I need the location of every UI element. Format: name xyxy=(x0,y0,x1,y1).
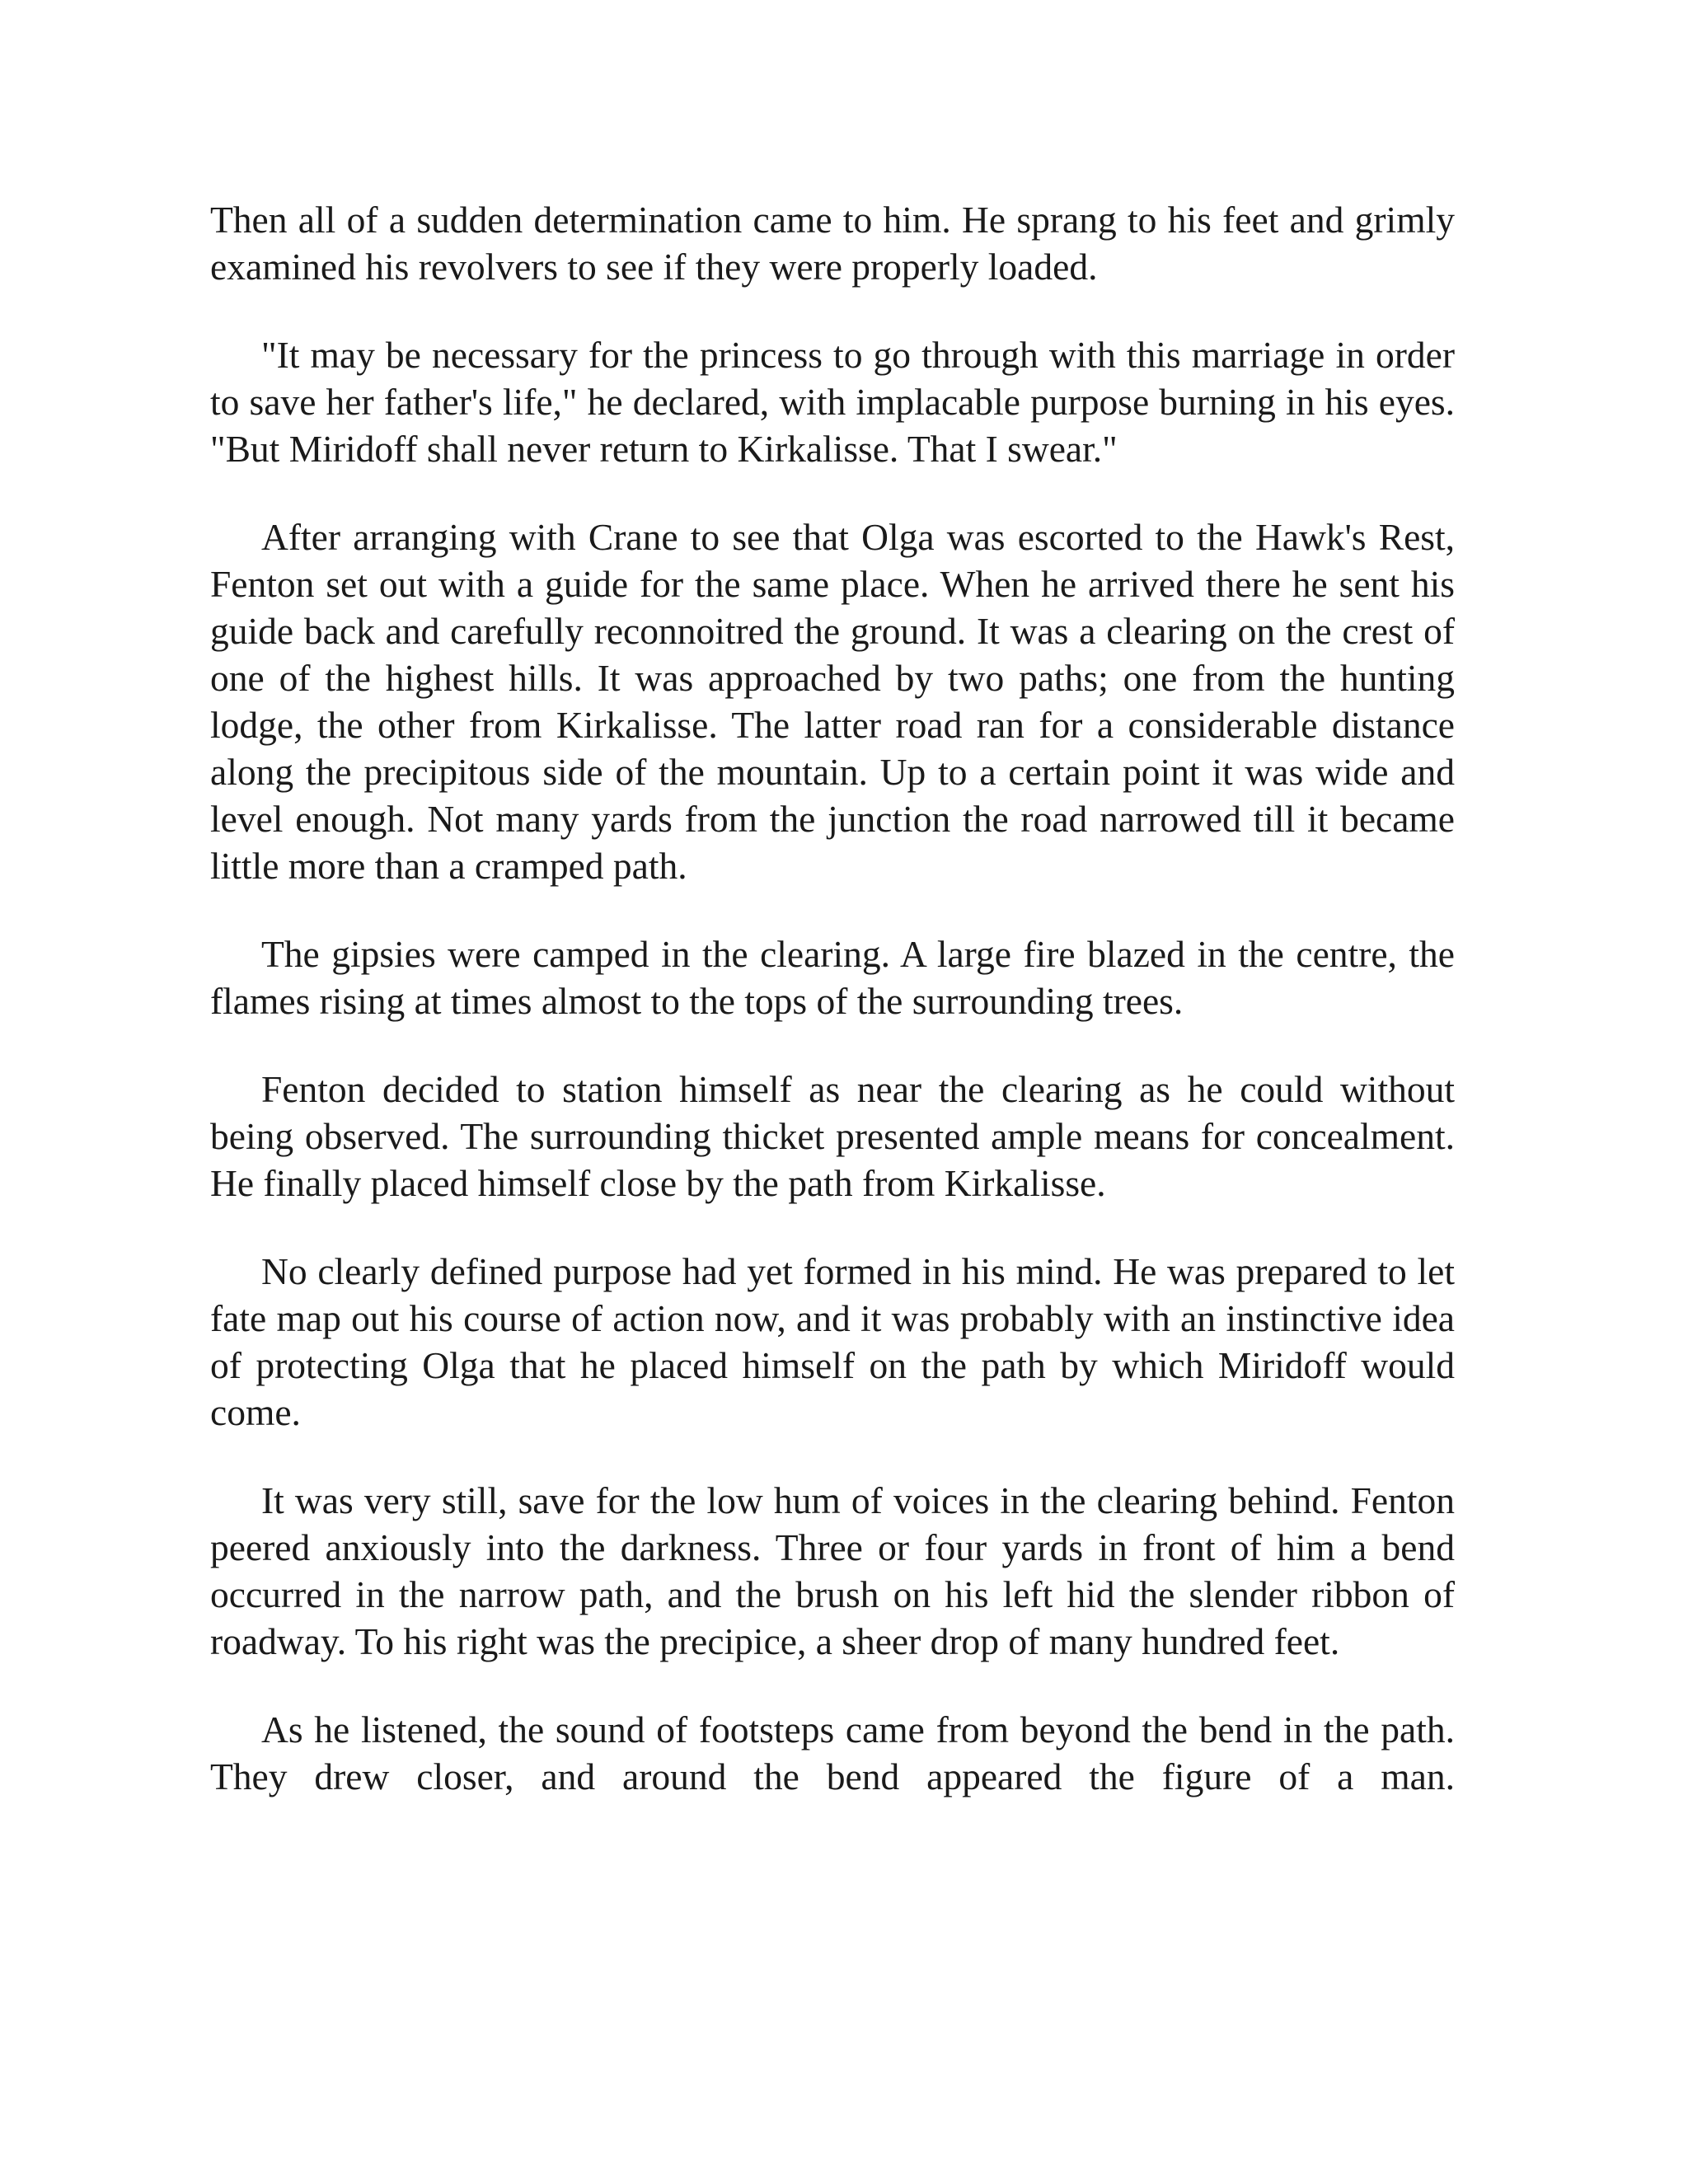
paragraph-6: No clearly defined purpose had yet formed in his mind. He was prepared to let fate map out his course of action now, and it was probably with an instinctive idea of protecting Olga that he placed himself on the path by which Miridoff would come. xyxy=(210,1250,1455,1433)
paragraph-7: It was very still, save for the low hum of voices in the clearing behind. Fenton peered anxiously into the darkness. Three or four yards in front of him a bend occurred in the narrow path, and the brush on his left hid the slender ribbon of roadway. To his right was the precipice, a sheer drop of many hundred feet. xyxy=(210,1479,1455,1662)
paragraph-2: "It may be necessary for the princess to go through with this marriage in order to save her father's life," he declared, with implacable purpose burning in his eyes. "But Miridoff shall never return to Kirkalisse. That I swear." xyxy=(210,334,1455,470)
page-body xyxy=(210,196,1455,1800)
paragraph-5: Fenton decided to station himself as near the clearing as he could without being observed. The surrounding thicket presented ample means for concealment. He finally placed himself close by the path from Kirkalisse. xyxy=(210,1068,1455,1204)
paragraph-1: Then all of a sudden determination came to him. He sprang to his feet and grimly examined his revolvers to see if they were properly loaded. xyxy=(210,199,1455,288)
paragraph-8: As he listened, the sound of footsteps came from beyond the bend in the path. They drew closer, and around the bend appeared the figure of a man. xyxy=(210,1708,1455,1797)
paragraph-3: After arranging with Crane to see that Olga was escorted to the Hawk's Rest, Fenton set out with a guide for the same place. When he arrived there he sent his guide back and carefully reconnoitred the ground. It was a clearing on the crest of one of the highest hills. It was approached by two paths; one from the hunting lodge, the other from Kirkalisse. The latter road ran for a considerable distance along the precipitous side of the mountain. Up to a certain point it was wide and level enough. Not many yards from the junction the road narrowed till it became little more than a cramped path. xyxy=(210,516,1455,887)
paragraph-4: The gipsies were camped in the clearing. A large fire blazed in the centre, the flames rising at times almost to the tops of the surrounding trees. xyxy=(210,933,1455,1022)
